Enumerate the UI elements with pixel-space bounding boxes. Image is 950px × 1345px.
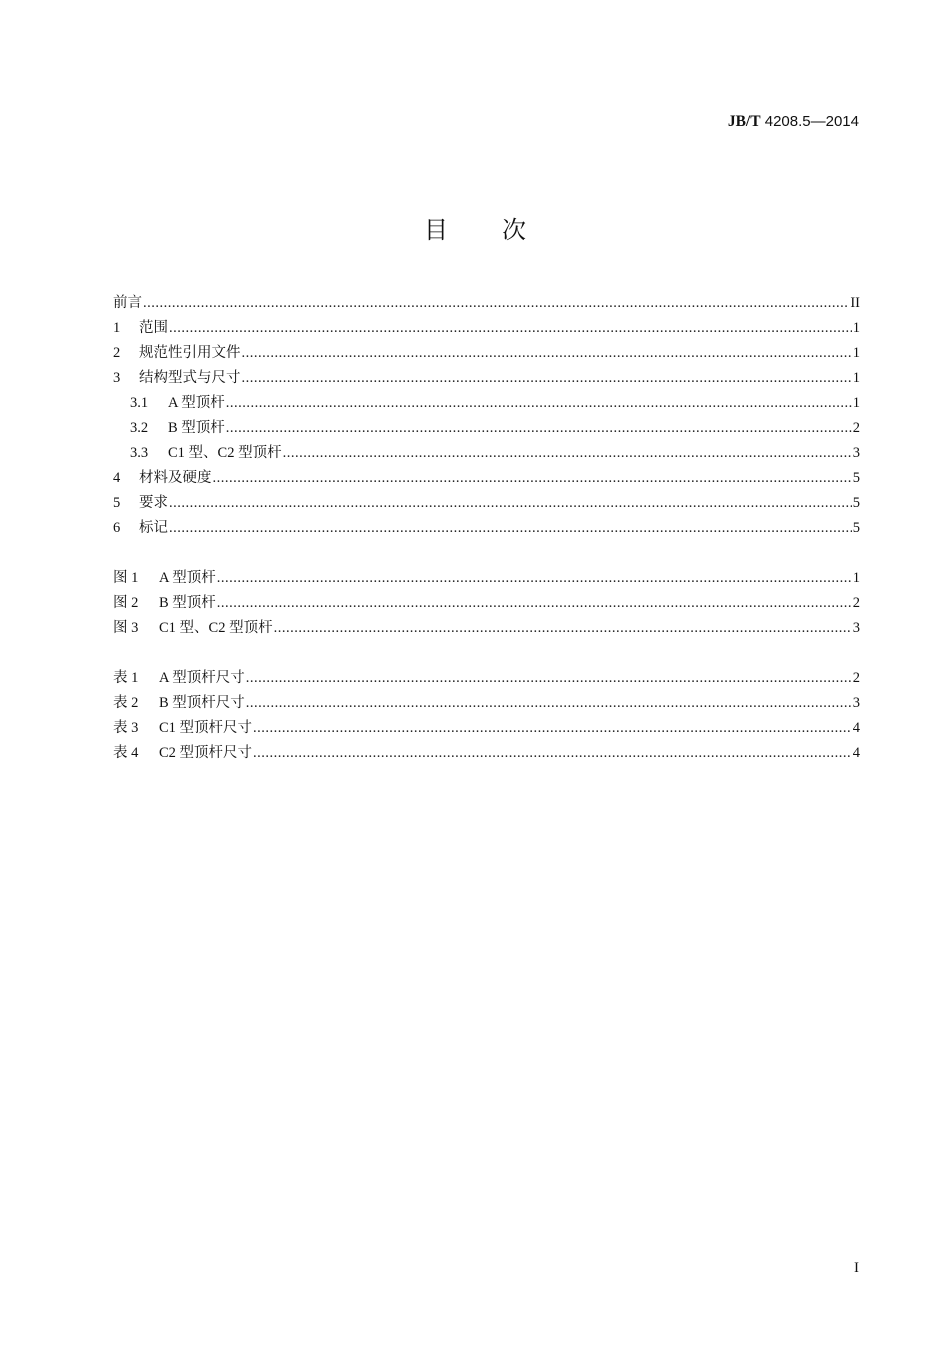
toc-entry-label: 规范性引用文件 <box>139 345 241 361</box>
dot-leader <box>242 341 852 366</box>
toc-entry-page: 4 <box>852 745 860 761</box>
toc-entry-page: 5 <box>852 495 860 511</box>
toc-entry-number: 表 3 <box>113 720 139 736</box>
toc-entry-table-4[interactable] <box>113 741 860 766</box>
dot-leader <box>246 691 852 716</box>
toc-entry-page: 3 <box>852 445 860 461</box>
toc-entry-table-2[interactable] <box>113 691 860 716</box>
dot-leader <box>217 591 852 616</box>
toc-entry-label: 要求 <box>139 495 168 511</box>
toc-entry-number: 图 2 <box>113 595 139 611</box>
dot-leader <box>169 516 852 541</box>
dot-leader <box>143 291 849 316</box>
toc-entry-label: C1 型、C2 型顶杆 <box>168 445 282 461</box>
toc-entry-label: B 型顶杆尺寸 <box>159 695 245 711</box>
toc-entry-page: 1 <box>852 570 860 586</box>
dot-leader <box>242 366 852 391</box>
standard-code <box>728 113 859 131</box>
toc-entry-label: C1 型、C2 型顶杆 <box>159 620 273 636</box>
dot-leader <box>283 441 852 466</box>
dot-leader <box>253 741 852 766</box>
toc-entry-page: 2 <box>852 420 860 436</box>
toc-entry-page: 1 <box>852 370 860 386</box>
toc-title: 目次 <box>424 216 580 244</box>
toc-entry-type-a[interactable] <box>113 391 860 416</box>
toc-entry-label: B 型顶杆 <box>159 595 216 611</box>
toc-entry-label: 标记 <box>139 520 168 536</box>
toc-entry-label: C1 型顶杆尺寸 <box>159 720 253 736</box>
toc-entry-page: 2 <box>852 595 860 611</box>
toc-entry-normative-references[interactable] <box>113 341 860 366</box>
toc-entry-figure-1[interactable] <box>113 566 860 591</box>
dot-leader <box>246 666 852 691</box>
toc-entry-label: C2 型顶杆尺寸 <box>159 745 253 761</box>
toc-entry-label: B 型顶杆 <box>168 420 225 436</box>
toc-entry-scope[interactable] <box>113 316 860 341</box>
toc-entry-number: 3.1 <box>130 395 149 411</box>
toc-sections <box>113 291 860 541</box>
dot-leader <box>226 416 852 441</box>
toc-entry-number: 表 1 <box>113 670 139 686</box>
toc-entry-number: 3.2 <box>130 420 149 436</box>
dot-leader <box>253 716 852 741</box>
toc-entry-number: 6 <box>113 520 121 536</box>
dot-leader <box>274 616 852 641</box>
toc-entry-page: 5 <box>852 520 860 536</box>
toc-entry-figure-3[interactable] <box>113 616 860 641</box>
toc-entry-marking[interactable] <box>113 516 860 541</box>
toc-entry-page: 5 <box>852 470 860 486</box>
toc-entry-number: 3.3 <box>130 445 149 461</box>
dot-leader <box>226 391 852 416</box>
dot-leader <box>169 316 852 341</box>
toc-entry-label: 范围 <box>139 320 168 336</box>
toc-entry-page: 1 <box>852 395 860 411</box>
standard-number: 4208.5—2014 <box>760 113 859 130</box>
dot-leader <box>213 466 852 491</box>
toc-entry-page: II <box>850 295 860 311</box>
toc-entry-label: A 型顶杆尺寸 <box>159 670 245 686</box>
toc-entry-table-1[interactable] <box>113 666 860 691</box>
toc-entry-label: 前言 <box>113 295 142 311</box>
toc-entry-number: 1 <box>113 320 121 336</box>
toc-entry-label: 结构型式与尺寸 <box>139 370 241 386</box>
toc-entry-page: 2 <box>852 670 860 686</box>
toc-entry-number: 图 3 <box>113 620 139 636</box>
toc-entry-structure-dimensions[interactable] <box>113 366 860 391</box>
toc-entry-page: 3 <box>852 620 860 636</box>
dot-leader <box>169 491 852 516</box>
toc-entry-label: A 型顶杆 <box>159 570 216 586</box>
toc-entry-table-3[interactable] <box>113 716 860 741</box>
toc-entry-page: 4 <box>852 720 860 736</box>
table-of-contents <box>113 291 860 766</box>
dot-leader <box>217 566 852 591</box>
toc-entry-label: A 型顶杆 <box>168 395 225 411</box>
toc-figures <box>113 566 860 641</box>
toc-entry-type-c1-c2[interactable] <box>113 441 860 466</box>
toc-entry-figure-2[interactable] <box>113 591 860 616</box>
toc-entry-foreword[interactable] <box>113 291 860 316</box>
toc-entry-number: 4 <box>113 470 121 486</box>
toc-tables <box>113 666 860 766</box>
toc-entry-requirements[interactable] <box>113 491 860 516</box>
toc-entry-type-b[interactable] <box>113 416 860 441</box>
toc-entry-number: 表 4 <box>113 745 139 761</box>
toc-entry-number: 5 <box>113 495 121 511</box>
toc-entry-number: 表 2 <box>113 695 139 711</box>
page-number: I <box>854 1260 859 1276</box>
toc-entry-page: 1 <box>852 320 860 336</box>
toc-entry-page: 3 <box>852 695 860 711</box>
toc-entry-label: 材料及硬度 <box>139 470 212 486</box>
toc-entry-page: 1 <box>852 345 860 361</box>
toc-entry-number: 2 <box>113 345 121 361</box>
toc-entry-number: 图 1 <box>113 570 139 586</box>
standard-prefix: JB/T <box>727 113 761 130</box>
toc-entry-number: 3 <box>113 370 121 386</box>
toc-entry-materials-hardness[interactable] <box>113 466 860 491</box>
